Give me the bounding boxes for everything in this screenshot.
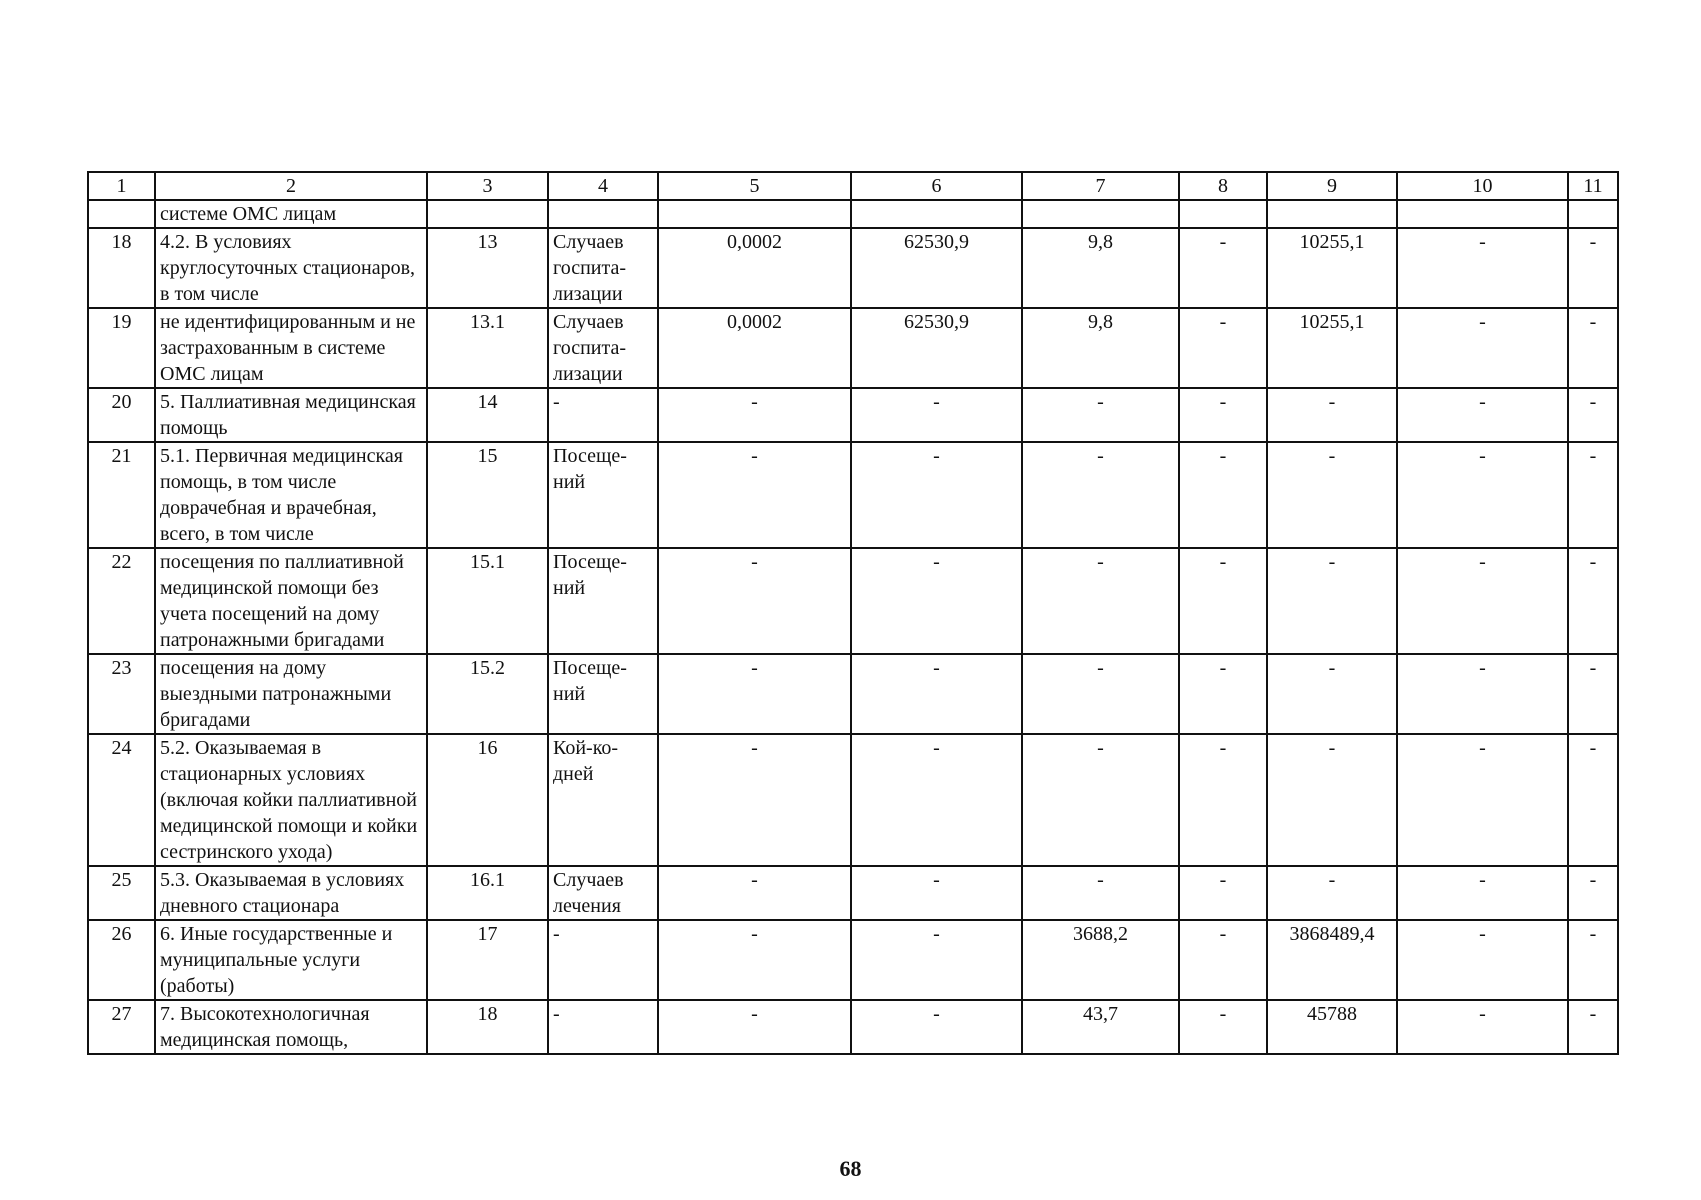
value-cell-11: - xyxy=(1568,388,1618,442)
column-header: 8 xyxy=(1179,172,1267,200)
value-cell-9: 45788 xyxy=(1267,1000,1397,1054)
value-cell-6: - xyxy=(851,1000,1022,1054)
table-row xyxy=(88,920,1618,1000)
indicator-name-cell: системе ОМС лицам xyxy=(155,200,427,228)
value-cell-6: - xyxy=(851,654,1022,734)
line-code-cell: 17 xyxy=(427,920,548,1000)
value-cell-7: - xyxy=(1022,654,1179,734)
value-cell-8 xyxy=(1179,200,1267,228)
line-code-cell: 18 xyxy=(427,1000,548,1054)
data-table xyxy=(87,171,1619,1055)
value-cell-9: - xyxy=(1267,388,1397,442)
unit-cell: Случаев госпита-лизации xyxy=(548,308,658,388)
table-row xyxy=(88,442,1618,548)
value-cell-7: - xyxy=(1022,548,1179,654)
table-row xyxy=(88,654,1618,734)
value-cell-5: 0,0002 xyxy=(658,308,851,388)
line-code-cell: 16 xyxy=(427,734,548,866)
value-cell-5: - xyxy=(658,920,851,1000)
unit-cell: Посеще-ний xyxy=(548,548,658,654)
value-cell-11: - xyxy=(1568,654,1618,734)
value-cell-10: - xyxy=(1397,228,1568,308)
value-cell-5: - xyxy=(658,654,851,734)
value-cell-7: 3688,2 xyxy=(1022,920,1179,1000)
value-cell-5: - xyxy=(658,442,851,548)
column-header: 6 xyxy=(851,172,1022,200)
value-cell-7: - xyxy=(1022,734,1179,866)
value-cell-7: 43,7 xyxy=(1022,1000,1179,1054)
table-row xyxy=(88,388,1618,442)
value-cell-5: - xyxy=(658,734,851,866)
value-cell-10: - xyxy=(1397,442,1568,548)
indicator-name-cell: 5.2. Оказываемая в стационарных условиях (включая койки паллиативной медицинской помощи и койки сестринского ухода) xyxy=(155,734,427,866)
indicator-name-cell: 6. Иные государственные и муниципальные услуги (работы) xyxy=(155,920,427,1000)
unit-cell: Случаев госпита-лизации xyxy=(548,228,658,308)
table-row xyxy=(88,1000,1618,1054)
row-number-cell: 20 xyxy=(88,388,155,442)
value-cell-9: 10255,1 xyxy=(1267,308,1397,388)
unit-cell: - xyxy=(548,920,658,1000)
value-cell-5: 0,0002 xyxy=(658,228,851,308)
row-number-cell: 26 xyxy=(88,920,155,1000)
line-code-cell: 14 xyxy=(427,388,548,442)
value-cell-8: - xyxy=(1179,548,1267,654)
value-cell-7: 9,8 xyxy=(1022,308,1179,388)
value-cell-11: - xyxy=(1568,920,1618,1000)
indicator-name-cell: не идентифицированным и не застрахованным в системе ОМС лицам xyxy=(155,308,427,388)
value-cell-5 xyxy=(658,200,851,228)
row-number-cell: 27 xyxy=(88,1000,155,1054)
value-cell-8: - xyxy=(1179,228,1267,308)
value-cell-8: - xyxy=(1179,308,1267,388)
value-cell-9 xyxy=(1267,200,1397,228)
row-number-cell: 22 xyxy=(88,548,155,654)
indicator-name-cell: 5. Паллиативная медицинская помощь xyxy=(155,388,427,442)
column-header: 3 xyxy=(427,172,548,200)
value-cell-11: - xyxy=(1568,866,1618,920)
unit-cell: Посеще-ний xyxy=(548,654,658,734)
value-cell-10: - xyxy=(1397,388,1568,442)
row-number-cell: 25 xyxy=(88,866,155,920)
column-header: 11 xyxy=(1568,172,1618,200)
value-cell-7: - xyxy=(1022,388,1179,442)
value-cell-6: - xyxy=(851,548,1022,654)
value-cell-6: - xyxy=(851,388,1022,442)
value-cell-11: - xyxy=(1568,228,1618,308)
row-number-cell: 21 xyxy=(88,442,155,548)
value-cell-11: - xyxy=(1568,308,1618,388)
column-header: 5 xyxy=(658,172,851,200)
value-cell-5: - xyxy=(658,388,851,442)
value-cell-11: - xyxy=(1568,734,1618,866)
value-cell-10: - xyxy=(1397,548,1568,654)
value-cell-6: 62530,9 xyxy=(851,228,1022,308)
line-code-cell xyxy=(427,200,548,228)
value-cell-9: 10255,1 xyxy=(1267,228,1397,308)
value-cell-8: - xyxy=(1179,866,1267,920)
value-cell-6: - xyxy=(851,920,1022,1000)
indicator-name-cell: 7. Высокотехнологичная медицинская помощь, xyxy=(155,1000,427,1054)
value-cell-6 xyxy=(851,200,1022,228)
value-cell-9: - xyxy=(1267,734,1397,866)
value-cell-5: - xyxy=(658,548,851,654)
indicator-name-cell: посещения на дому выездными патронажными бригадами xyxy=(155,654,427,734)
value-cell-10 xyxy=(1397,200,1568,228)
value-cell-11: - xyxy=(1568,1000,1618,1054)
value-cell-11: - xyxy=(1568,548,1618,654)
table-row xyxy=(88,200,1618,228)
value-cell-9: - xyxy=(1267,548,1397,654)
value-cell-10: - xyxy=(1397,654,1568,734)
value-cell-9: - xyxy=(1267,866,1397,920)
value-cell-6: 62530,9 xyxy=(851,308,1022,388)
header-row xyxy=(88,172,1618,200)
value-cell-7: 9,8 xyxy=(1022,228,1179,308)
line-code-cell: 15 xyxy=(427,442,548,548)
row-number-cell: 19 xyxy=(88,308,155,388)
value-cell-10: - xyxy=(1397,734,1568,866)
indicator-name-cell: 4.2. В условиях круглосуточных стационаров, в том числе xyxy=(155,228,427,308)
unit-cell: Случаев лечения xyxy=(548,866,658,920)
value-cell-8: - xyxy=(1179,388,1267,442)
value-cell-5: - xyxy=(658,1000,851,1054)
value-cell-8: - xyxy=(1179,920,1267,1000)
value-cell-5: - xyxy=(658,866,851,920)
unit-cell: Посеще-ний xyxy=(548,442,658,548)
value-cell-10: - xyxy=(1397,920,1568,1000)
value-cell-8: - xyxy=(1179,734,1267,866)
value-cell-10: - xyxy=(1397,1000,1568,1054)
value-cell-7: - xyxy=(1022,442,1179,548)
unit-cell: Кой-ко-дней xyxy=(548,734,658,866)
table-row xyxy=(88,866,1618,920)
unit-cell: - xyxy=(548,388,658,442)
value-cell-11: - xyxy=(1568,442,1618,548)
value-cell-7: - xyxy=(1022,866,1179,920)
value-cell-8: - xyxy=(1179,442,1267,548)
table-row xyxy=(88,228,1618,308)
row-number-cell: 18 xyxy=(88,228,155,308)
column-header: 7 xyxy=(1022,172,1179,200)
value-cell-7 xyxy=(1022,200,1179,228)
line-code-cell: 15.2 xyxy=(427,654,548,734)
value-cell-8: - xyxy=(1179,1000,1267,1054)
column-header: 4 xyxy=(548,172,658,200)
line-code-cell: 15.1 xyxy=(427,548,548,654)
value-cell-9: - xyxy=(1267,654,1397,734)
value-cell-11 xyxy=(1568,200,1618,228)
value-cell-6: - xyxy=(851,866,1022,920)
value-cell-10: - xyxy=(1397,866,1568,920)
value-cell-6: - xyxy=(851,442,1022,548)
row-number-cell: 24 xyxy=(88,734,155,866)
value-cell-10: - xyxy=(1397,308,1568,388)
column-header: 10 xyxy=(1397,172,1568,200)
indicator-name-cell: 5.1. Первичная медицинская помощь, в том числе доврачебная и врачебная, всего, в том числе xyxy=(155,442,427,548)
table-body xyxy=(88,200,1618,1054)
value-cell-9: 3868489,4 xyxy=(1267,920,1397,1000)
indicator-name-cell: 5.3. Оказываемая в условиях дневного стационара xyxy=(155,866,427,920)
page-number: 68 xyxy=(839,1156,862,1181)
table-row xyxy=(88,734,1618,866)
column-header: 9 xyxy=(1267,172,1397,200)
value-cell-6: - xyxy=(851,734,1022,866)
column-header: 1 xyxy=(88,172,155,200)
table-row xyxy=(88,308,1618,388)
table-row xyxy=(88,548,1618,654)
line-code-cell: 13.1 xyxy=(427,308,548,388)
row-number-cell: 23 xyxy=(88,654,155,734)
line-code-cell: 13 xyxy=(427,228,548,308)
line-code-cell: 16.1 xyxy=(427,866,548,920)
unit-cell xyxy=(548,200,658,228)
row-number-cell xyxy=(88,200,155,228)
unit-cell: - xyxy=(548,1000,658,1054)
value-cell-8: - xyxy=(1179,654,1267,734)
indicator-name-cell: посещения по паллиативной медицинской помощи без учета посещений на дому патронажными бригадами xyxy=(155,548,427,654)
value-cell-9: - xyxy=(1267,442,1397,548)
column-header: 2 xyxy=(155,172,427,200)
